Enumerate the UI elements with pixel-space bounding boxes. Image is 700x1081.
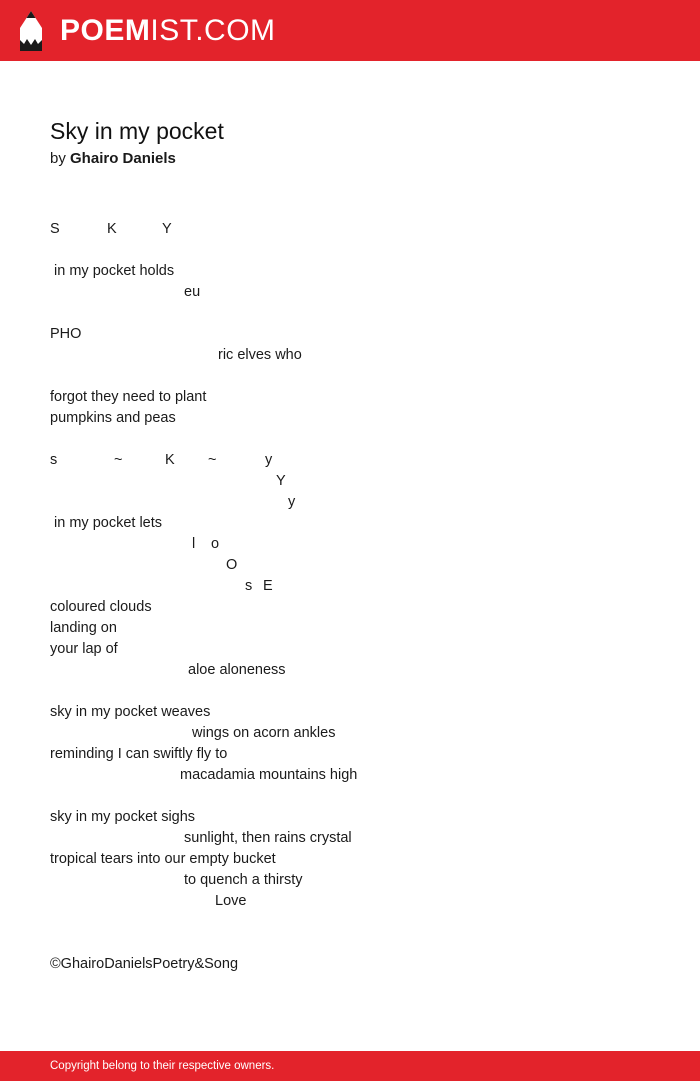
poem-blank-line [50, 240, 650, 261]
poem-line [50, 660, 650, 681]
poem-line [50, 618, 650, 639]
poem-line [50, 849, 650, 870]
poem-text: ~ [114, 452, 123, 468]
poem-text: PHO [50, 326, 82, 342]
poem-text: Y [162, 221, 172, 237]
poem-text: pumpkins and peas [50, 410, 176, 426]
byline [50, 148, 176, 169]
poem-body [50, 219, 650, 912]
poem-line [50, 597, 650, 618]
poem-text: K [107, 221, 117, 237]
poem-line [50, 471, 650, 492]
poem-text: E [263, 578, 273, 594]
poem-blank-line [50, 303, 650, 324]
poem-text: s [50, 452, 58, 468]
poem-line [50, 765, 650, 786]
poem-text: landing on [50, 620, 117, 636]
poem-text: sky in my pocket sighs [50, 809, 196, 825]
poem-text: y [265, 452, 273, 468]
poem-text: reminding I can swiftly fly to [50, 746, 228, 762]
poem-line [50, 723, 650, 744]
poem-text: macadamia mountains high [180, 767, 358, 783]
poem-line [50, 408, 650, 429]
site-header [0, 0, 700, 61]
poem-line [50, 744, 650, 765]
poem-text: to quench a thirsty [184, 872, 303, 888]
poem-text: wings on acorn ankles [192, 725, 336, 741]
poem-title: Sky in my pocket [50, 118, 224, 144]
poem-blank-line [50, 681, 650, 702]
poem-blank-line [50, 786, 650, 807]
poem-text: tropical tears into our empty bucket [50, 851, 276, 867]
poem-line [50, 639, 650, 660]
poem-line [50, 387, 650, 408]
poem-line [50, 513, 650, 534]
poem-text: aloe aloneness [188, 662, 286, 678]
site-footer [0, 1051, 700, 1081]
poem-text: ric elves who [218, 347, 302, 363]
author-name[interactable]: Ghairo Daniels [70, 150, 176, 167]
brand-bold: POEM [60, 14, 151, 47]
poem-line [50, 219, 650, 240]
poem-text: y [288, 494, 296, 510]
poem-text: O [226, 557, 238, 573]
poem-text: Y [276, 473, 286, 489]
poem-text: in my pocket holds [50, 263, 175, 279]
poem-text: o [211, 536, 220, 552]
poem-line [50, 282, 650, 303]
poem-text: Love [215, 893, 247, 909]
site-logo[interactable] [18, 10, 276, 52]
poem-line [50, 261, 650, 282]
poem-line [50, 324, 650, 345]
poem-text: coloured clouds [50, 599, 152, 615]
brand-light: IST.COM [150, 14, 276, 47]
poem-text: eu [184, 284, 201, 300]
poem-line [50, 555, 650, 576]
poem-line [50, 450, 650, 471]
poem-text: s [245, 578, 253, 594]
poem-text: your lap of [50, 641, 118, 657]
poem-text: sky in my pocket weaves [50, 704, 211, 720]
poem-text: S [50, 221, 60, 237]
poem-copyright: ©GhairoDanielsPoetry&Song [50, 956, 239, 972]
poem-line [50, 345, 650, 366]
pencil-icon [18, 10, 44, 52]
poem-text: forgot they need to plant [50, 389, 207, 405]
poem-line [50, 534, 650, 555]
poem-text: sunlight, then rains crystal [184, 830, 352, 846]
poem-line [50, 807, 650, 828]
brand-wordmark [60, 10, 276, 52]
poem-text: in my pocket lets [50, 515, 163, 531]
poem-text: ~ [208, 452, 217, 468]
poem-line [50, 870, 650, 891]
poem-blank-line [50, 366, 650, 387]
poem-line [50, 891, 650, 912]
by-label: by [50, 150, 66, 167]
poem-blank-line [50, 429, 650, 450]
poem-text: K [165, 452, 175, 468]
poem-line [50, 492, 650, 513]
poem-line [50, 576, 650, 597]
poem-text: l [192, 536, 196, 552]
poem-line [50, 702, 650, 723]
poem-line [50, 828, 650, 849]
footer-copyright: Copyright belong to their respective owners. [50, 1060, 275, 1072]
